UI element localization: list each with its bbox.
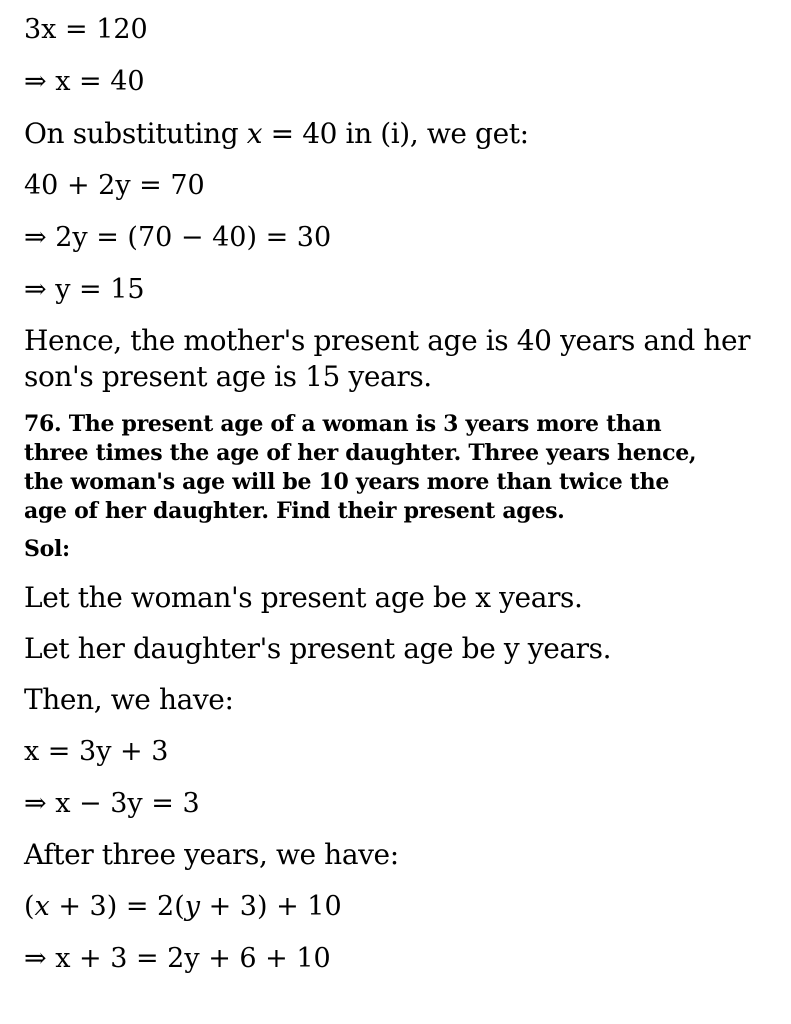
equation-line: x = 3y + 3 <box>24 736 169 767</box>
question-line: 76. The present age of a woman is 3 years more than <box>24 411 662 437</box>
text-line: Let her daughter's present age be y years. <box>24 632 612 665</box>
text-line: On substituting 𝑥 = 40 in (i), we get: <box>24 117 529 150</box>
text-line: Hence, the mother's present age is 40 years and her <box>24 324 751 357</box>
question-line: age of her daughter. Find their present ages. <box>24 498 565 524</box>
question-line: three times the age of her daughter. Three years hence, <box>24 440 697 466</box>
text-line: Then, we have: <box>24 683 234 716</box>
equation-line: ⇒ x = 40 <box>24 66 145 97</box>
text-line: After three years, we have: <box>24 838 399 871</box>
equation-line: ⇒ x + 3 = 2y + 6 + 10 <box>24 943 331 974</box>
equation-line: ⇒ 2y = (70 − 40) = 30 <box>24 222 332 253</box>
solution-label: Sol: <box>24 536 70 562</box>
equation-line: 3x = 120 <box>24 14 148 45</box>
equation-line: ⇒ y = 15 <box>24 274 145 305</box>
text-line: Let the woman's present age be x years. <box>24 581 583 614</box>
equation-line: 40 + 2y = 70 <box>24 170 205 201</box>
question-line: the woman's age will be 10 years more than twice the <box>24 469 670 495</box>
equation-line: (𝑥 + 3) = 2(𝑦 + 3) + 10 <box>24 891 342 922</box>
equation-line: ⇒ x − 3y = 3 <box>24 788 200 819</box>
text-line: son's present age is 15 years. <box>24 360 432 393</box>
